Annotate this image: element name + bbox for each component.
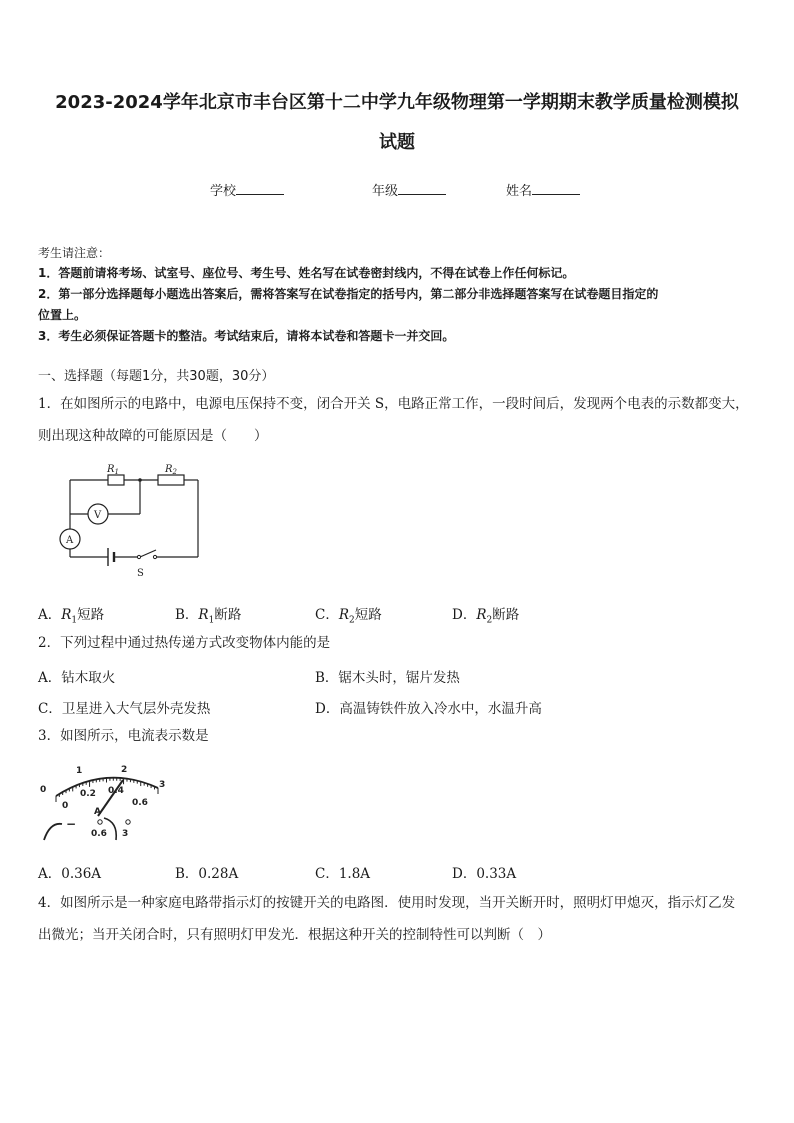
- name-label: 姓名: [506, 184, 533, 199]
- r1-label: R: [107, 464, 115, 475]
- unit-label: A: [94, 807, 101, 817]
- top-tick-0: 0: [40, 785, 47, 795]
- r1-subscript: 1: [114, 468, 119, 476]
- q1-option-d: D．$R_2$断路: [452, 607, 520, 626]
- top-tick-1: 1: [76, 766, 83, 776]
- svg-text:R1: [106, 464, 119, 476]
- question-1-line1: 1．在如图所示的电路中，电源电压保持不变，闭合开关 S，电路正常工作，一段时间后，发现两个电表的示数都变大，: [38, 396, 749, 412]
- svg-text:R2: [164, 464, 178, 476]
- question-4-line2: 出微光；当开关闭合时，只有照明灯甲发光．根据这种开关的控制特性可以判断（ ）: [38, 927, 551, 943]
- q3-option-d: D．0.33A: [452, 866, 517, 882]
- grade-blank: [398, 182, 446, 195]
- terminal-minus: −: [66, 817, 77, 831]
- q2-option-d: D．高温铸铁件放入冷水中，水温升高: [315, 701, 542, 717]
- q2-option-b: B．锯木头时，锯片发热: [315, 670, 460, 686]
- q3-option-b: B．0.28A: [175, 866, 239, 882]
- terminal-label-1: 0.6: [91, 829, 107, 839]
- bottom-tick-2: 0.4: [108, 786, 124, 796]
- bottom-tick-3: 0.6: [132, 798, 148, 808]
- notice-heading: 考生请注意：: [38, 246, 111, 260]
- q2-option-a: A．钻木取火: [38, 670, 116, 686]
- question-2-stem: 2．下列过程中通过热传递方式改变物体内能的是: [38, 635, 331, 651]
- r2-label: R: [165, 464, 173, 475]
- top-tick-2: 2: [121, 765, 128, 775]
- bottom-tick-1: 0.2: [80, 789, 96, 799]
- notice-item: 3．考生必须保证答题卡的整洁。考试结束后，请将本试卷和答题卡一并交回。: [38, 329, 455, 343]
- name-blank: [532, 182, 580, 195]
- r2-subscript: 2: [172, 468, 177, 476]
- notice-item: 1．答题前请将考场、试室号、座位号、考生号、姓名写在试卷密封线内，不得在试卷上作任何标记。: [38, 266, 575, 280]
- q3-option-a: A．0.36A: [38, 866, 102, 882]
- bottom-tick-0: 0: [62, 801, 69, 811]
- top-tick-3: 3: [159, 780, 166, 790]
- notice-item: 2．第一部分选择题每小题选出答案后，需将答案写在试卷指定的括号内，第二部分非选择题答案写在试卷题目指定的: [38, 287, 659, 301]
- school-field: [210, 180, 284, 199]
- resistor-r1: [108, 475, 124, 485]
- grade-label: 年级: [372, 184, 399, 199]
- q1-option-b: B．$R_1$断路: [175, 607, 242, 626]
- grade-field: [372, 180, 446, 199]
- voltmeter-label: V: [94, 510, 102, 521]
- q1-option-c: C．$R_2$短路: [315, 607, 382, 626]
- q2-option-c: C．卫星进入大气层外壳发热: [38, 701, 211, 717]
- terminal-label-2: 3: [122, 829, 129, 839]
- switch-label: S: [137, 568, 144, 579]
- resistor-r2: [158, 475, 184, 485]
- page-title: 2023-2024学年北京市丰台区第十二中学九年级物理第一学期期末教学质量检测模拟: [55, 92, 739, 113]
- school-label: 学校: [210, 184, 237, 199]
- question-3-stem: 3．如图所示，电流表示数是: [38, 728, 209, 744]
- page-title-line2: 试题: [379, 132, 415, 153]
- question-4-line1: 4．如图所示是一种家庭电路带指示灯的按键开关的电路图．使用时发现，当开关断开时，照明灯甲熄灭，指示灯乙发: [38, 895, 736, 911]
- school-blank: [236, 182, 284, 195]
- ammeter-label: A: [66, 535, 74, 546]
- ammeter-dial: [36, 758, 176, 848]
- section-heading: 一、选择题（每题1分，共30题，30分）: [38, 369, 275, 384]
- notice-item: 位置上。: [38, 308, 87, 322]
- q3-option-c: C．1.8A: [315, 866, 371, 882]
- q1-option-a: A．$R_1$短路: [38, 607, 105, 626]
- question-1-line2: 则出现这种故障的可能原因是（ ）: [38, 428, 268, 444]
- name-field: [506, 180, 580, 199]
- circuit-diagram: [50, 458, 220, 583]
